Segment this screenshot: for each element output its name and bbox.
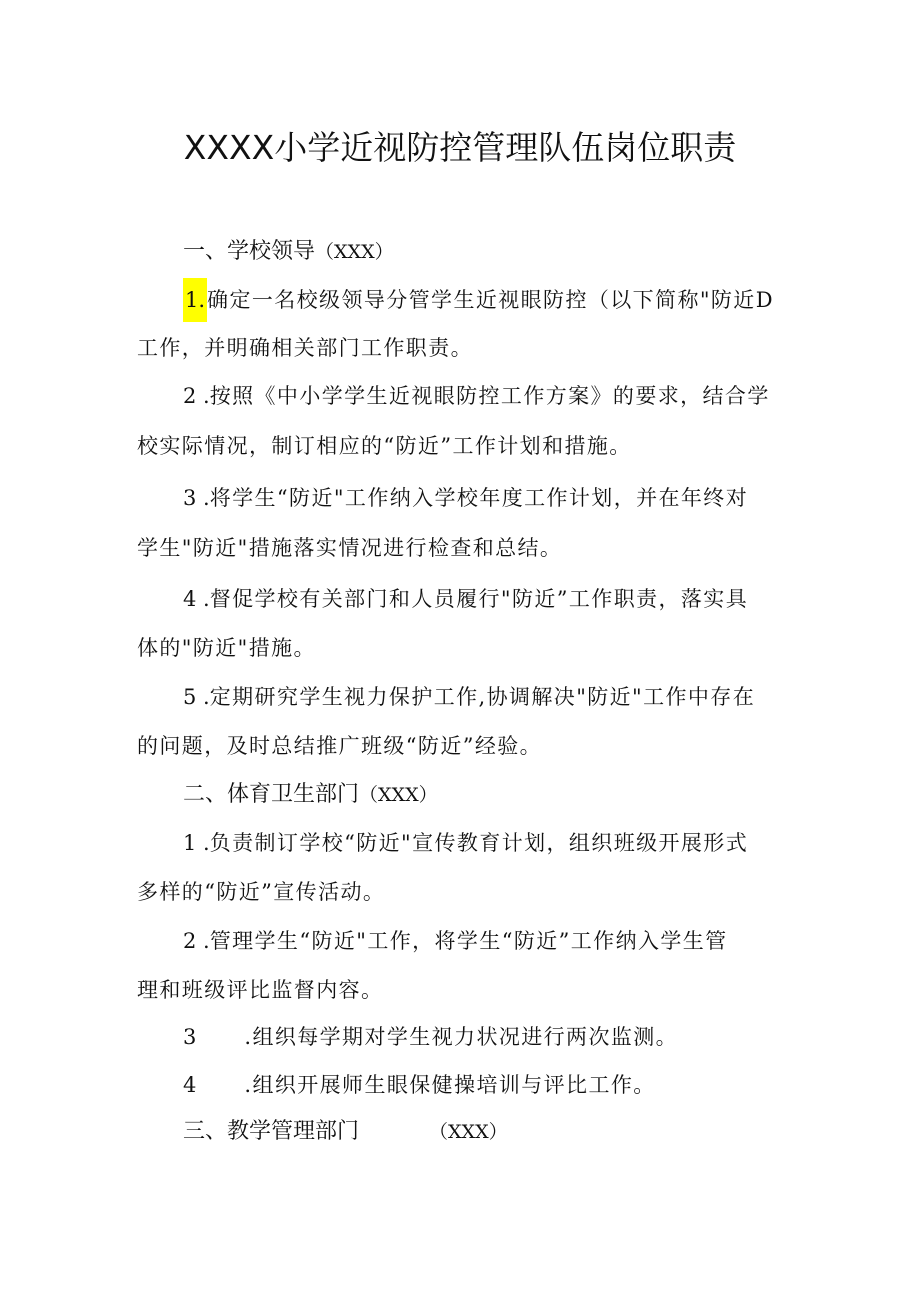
section-heading-text: 一、学校领导 bbox=[183, 239, 316, 264]
paragraph-line bbox=[183, 925, 728, 957]
paragraph-line bbox=[183, 681, 755, 713]
item-text: 将学生“防近"工作纳入学校年度工作计划，并在年终对 bbox=[209, 486, 749, 510]
item-text: 确定一名校级领导分管学生近视眼防控（以下简称"防近D bbox=[207, 288, 774, 312]
section-heading-text: 二、体育卫生部门 bbox=[183, 782, 360, 807]
item-number: 3 . bbox=[183, 486, 210, 510]
paragraph-line bbox=[183, 827, 748, 859]
section-heading-tag: （XXX） bbox=[315, 241, 394, 263]
item-text: 管理学生“防近"工作，将学生“防近”工作纳入学生管 bbox=[209, 929, 728, 953]
paragraph-line: 体的"防近"措施。 bbox=[137, 636, 316, 660]
paragraph-line bbox=[183, 482, 748, 514]
paragraph-line: 理和班级评比监督内容。 bbox=[137, 978, 384, 1002]
item-number: 2 . bbox=[183, 929, 210, 953]
item-text: .组织开展师生眼保健操培训与评比工作。 bbox=[244, 1073, 656, 1097]
paragraph-line bbox=[183, 583, 748, 615]
paragraph-line: 学生"防近"措施落实情况进行检查和总结。 bbox=[137, 536, 563, 560]
item-text: 负责制订学校“防近"宣传教育计划，组织班级开展形式 bbox=[209, 831, 749, 855]
document-title: XXXX小学近视防控管理队伍岗位职责 bbox=[183, 128, 737, 167]
paragraph-line bbox=[183, 1069, 656, 1101]
paragraph-line bbox=[183, 380, 770, 412]
paragraph-line: 多样的“防近”宣传活动。 bbox=[137, 880, 386, 904]
item-text: .组织每学期对学生视力状况进行两次监测。 bbox=[244, 1025, 679, 1049]
item-text: 定期研究学生视力保护工作,协调解决"防近"工作中存在 bbox=[209, 685, 756, 709]
paragraph-line: 校实际情况，制订相应的“防近”工作计划和措施。 bbox=[137, 434, 632, 458]
item-number: 2 . bbox=[183, 384, 210, 408]
item-number: 1 . bbox=[183, 831, 210, 855]
section-heading-tag: （XXX） bbox=[359, 784, 438, 806]
item-number-highlighted: 1. bbox=[183, 278, 207, 322]
paragraph-line bbox=[183, 1021, 678, 1053]
item-number: 4 bbox=[183, 1073, 197, 1097]
item-number: 3 bbox=[183, 1025, 197, 1049]
paragraph-line bbox=[183, 284, 774, 322]
section-heading-1 bbox=[183, 236, 394, 268]
item-text: 督促学校有关部门和人员履行"防近”工作职责，落实具 bbox=[209, 587, 749, 611]
item-text: 按照《中小学学生近视眼防控工作方案》的要求，结合学 bbox=[209, 384, 770, 408]
section-heading-tag: （XXX） bbox=[429, 1121, 508, 1143]
section-heading-2 bbox=[183, 779, 438, 811]
paragraph-line: 的问题，及时总结推广班级“防近”经验。 bbox=[137, 734, 543, 758]
section-heading-3 bbox=[183, 1116, 508, 1148]
item-number: 4 . bbox=[183, 587, 210, 611]
section-heading-text: 三、教学管理部门 bbox=[183, 1119, 360, 1144]
item-number: 5 . bbox=[183, 685, 210, 709]
paragraph-line: 工作，并明确相关部门工作职责。 bbox=[137, 336, 473, 360]
